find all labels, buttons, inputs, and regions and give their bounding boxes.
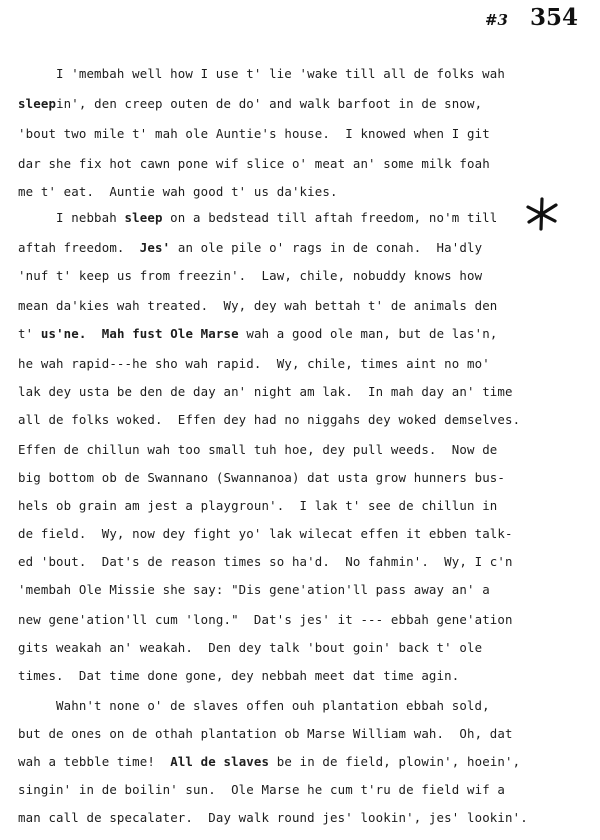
text-line: me t' eat. Auntie wah good t' us da'kies. xyxy=(18,184,338,199)
text-line: singin' in de boilin' sun. Ole Marse he cum t'ru de field wif a xyxy=(18,782,506,797)
text-line: big bottom ob de Swannano (Swannanoa) dat usta grow hunners bus- xyxy=(18,470,506,485)
page-header xyxy=(485,4,578,31)
text-line: wah a tebble time! All de slaves be in de field, plowin', hoein', xyxy=(18,754,521,769)
text-line: times. Dat time done gone, dey nebbah meet dat time agin. xyxy=(18,668,460,683)
text-line: Effen de chillun wah too small tuh hoe, dey pull weeds. Now de xyxy=(18,442,498,457)
text-line: new gene'ation'll cum 'long." Dat's jes' it --- ebbah gene'ation xyxy=(18,612,513,627)
text-line: hels ob grain am jest a playgroun'. I lak t' see de chillun in xyxy=(18,498,498,513)
text-line: but de ones on de othah plantation ob Marse William wah. Oh, dat xyxy=(18,726,513,741)
text-line: 'nuf t' keep us from freezin'. Law, chile, nobuddy knows how xyxy=(18,268,483,283)
section-mark: #3 xyxy=(484,11,508,29)
page-number: 354 xyxy=(529,4,578,31)
text-line: I nebbah sleep on a bedstead till aftah freedom, no'm till xyxy=(56,210,498,225)
text-line: 'bout two mile t' mah ole Auntie's house. I knowed when I git xyxy=(18,126,490,141)
asterisk-icon xyxy=(524,196,560,232)
text-line: Wahn't none o' de slaves offen ouh plantation ebbah sold, xyxy=(56,698,490,713)
text-line: ed 'bout. Dat's de reason times so ha'd. No fahmin'. Wy, I c'n xyxy=(18,554,513,569)
text-line: mean da'kies wah treated. Wy, dey wah bettah t' de animals den xyxy=(18,298,498,313)
text-line: sleepin', den creep outen de do' and walk barfoot in de snow, xyxy=(18,96,483,111)
text-line: t' us'ne. Mah fust Ole Marse wah a good ole man, but de las'n, xyxy=(18,326,498,341)
text-line: gits weakah an' weakah. Den dey talk 'bout goin' back t' ole xyxy=(18,640,483,655)
text-line: dar she fix hot cawn pone wif slice o' meat an' some milk foah xyxy=(18,156,490,171)
text-line: lak dey usta be den de day an' night am lak. In mah day an' time xyxy=(18,384,513,399)
text-line: 'membah Ole Missie she say: "Dis gene'ation'll pass away an' a xyxy=(18,582,490,597)
text-line: I 'membah well how I use t' lie 'wake till all de folks wah xyxy=(56,66,505,81)
text-line: man call de specalater. Day walk round jes' lookin', jes' lookin'. xyxy=(18,810,528,825)
text-line: de field. Wy, now dey fight yo' lak wilecat effen it ebben talk- xyxy=(18,526,513,541)
text-line: all de folks woked. Effen dey had no niggahs dey woked demselves. xyxy=(18,412,521,427)
text-line: he wah rapid---he sho wah rapid. Wy, chile, times aint no mo' xyxy=(18,356,490,371)
text-line: aftah freedom. Jes' an ole pile o' rags in de conah. Ha'dly xyxy=(18,240,483,255)
